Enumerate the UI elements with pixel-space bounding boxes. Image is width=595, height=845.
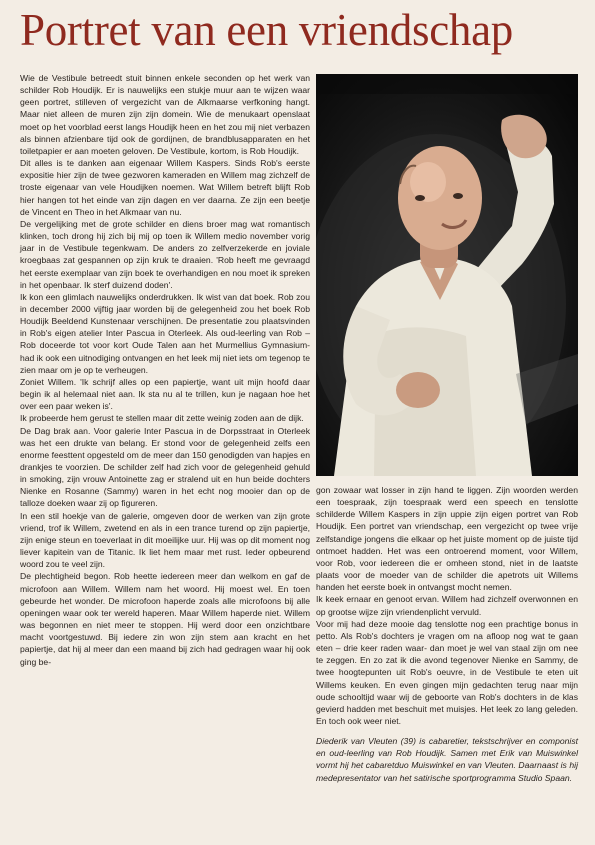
author-bio: Diederik van Vleuten (39) is cabaretier, tekstschrijver en componist en oud-leerling van Rob Houdijk. Samen met Erik van Muiswinkel vormt hij het cabaretduo Muiswinkel en van Vleuten. Daarnaast is hij medepresentator van het satirische sportprogramma Studio Spaan. [316, 736, 578, 783]
article-column-right [316, 484, 578, 784]
paragraph: In een stil hoekje van de galerie, omgeven door de werken van zijn grote vriend, trof ik Willem, zwetend en als in een trance turend op zijn papiertje, zijn enige steun en toeverlaat in dit moeilijke uur. Hij was op dit moment nog liever kapitein van de Titanic. Ik liet hem maar met rust. Ieder opbeurend woord zou te veel zijn. [20, 510, 310, 570]
paragraph: Dit alles is te danken aan eigenaar Willem Kaspers. Sinds Rob's eerste expositie hier zijn de twee gezworen kameraden en Willem mag zichzelf de troste eigenaar van vele Houdijken noemen. Wat Willem betreft blijft Rob hier hangen tot het einde van zijn dagen en ver daarna. Ze zijn een beetje de Vincent en Theo in het Alkmaar van nu. [20, 158, 310, 217]
paragraph: De plechtigheid begon. Rob heette iedereen meer dan welkom en gaf de microfoon aan Willem. Willem nam het woord. Hij moest wel. En toen gebeurde het wonder. De microfoon haperde zoals alle microfoons bij alle openingen waar ook ter wereld haperen. Maar Willem haperde niet. Willem was begonnen en niet meer te stoppen. Hij werd door een onzichtbare macht voortgestuwd. Bij iedere zin won zijn stem aan kracht en het papiertje, dat hij al meer dan een maand bij zich had gedragen waar hij ook ging be- [20, 571, 310, 667]
article-column-left [20, 72, 310, 668]
paragraph: Voor mij had deze mooie dag tenslotte nog een prachtige bonus in petto. Als Rob's dochters je vragen om na afloop nog wat te gaan eten – drie keer raden waar- dan moet je wel van staal zijn om nee te zeggen. En zo zat ik die avond tegenover Nienke en Sammy, de twee hoogtepunten uit Rob's oeuvre, in de Vestibule te eten uit Willems keuken. En even gingen mijn gedachten terug naar mijn oude schooltijd waar wij de geboorte van Rob's dochters in de klas gevierd hadden met beschuit met muisjes. Het leek zo lang geleden. En toch ook weer niet. [316, 618, 578, 726]
paragraph: Ik kon een glimlach nauwelijks onderdrukken. Ik wist van dat boek. Rob zou in december 2000 vijftig jaar worden bij de gelegenheid zou het boek Rob Houdijk Beeldend Kunstenaar verschijnen. De presentatie zou plaatsvinden in Rob's eigen atelier Inter Pascua in Oterleek. Als oud-leerling van Rob – Rob doceerde tot voor kort Oude Talen aan het Murmellius Gymnasium- had ik ook een uitnodiging ontvangen en het leek mij niet iets om tegenop te zien maar om je op te verheugen. [20, 291, 310, 375]
paragraph: De vergelijking met de grote schilder en diens broer mag wat romantisch klinken, toch drong hij zich bij mij op toen ik Willem medio november vorig jaar in de Vestibule tegenkwam. De anders zo zelfverzekerde en joviale kroegbaas zat gespannen op zijn kruk te draaien. 'Rob heeft me gevraagd het eerste exemplaar van zijn boek te overhandigen en nou moet ik spreken in het openbaar. Ik sterf duizend doden'. [20, 218, 310, 290]
portrait-photo [316, 74, 578, 476]
paragraph: Ik probeerde hem gerust te stellen maar dit zette weinig zoden aan de dijk. [20, 413, 304, 424]
paragraph: Zoniet Willem. 'Ik schrijf alles op een papiertje, want uit mijn hoofd daar begin ik al helemaal niet aan. Ik sta nu al te trillen, kun je nagaan hoe het over een paar weken is'. [20, 376, 310, 412]
paragraph: Ik keek ernaar en genoot ervan. Willem had zichzelf overwonnen en op grootse wijze zijn vriendenplicht vervuld. [316, 594, 578, 617]
paragraph: Wie de Vestibule betreedt stuit binnen enkele seconden op het werk van schilder Rob Houdijk. Er is nauwelijks een stukje muur aan te wijzen waar geen portret, stilleven of vergezicht van de Alkmaarse verfkoning hangt. Maar niet alleen de muren zijn zijn domein. Wie de menukaart openslaat moet op het voorblad eerst langs Houdijk heen en het zou mij niet verbazen als binnen afzienbare tijd ook de gordijnen, de brandblusapparaten en het toiletpapier er aan moeten geloven. De Vestibule, kortom, is Rob Houdijk. [20, 73, 310, 156]
article-title: Portret van een vriendschap [20, 5, 513, 55]
paragraph: gon zowaar wat losser in zijn hand te liggen. Zijn woorden werden een toespraak, zijn toespraak werd een speech en tenslotte schilderde Willem Kaspers in zijn uppie zijn eigen portret van Rob Houdijk. Een portret van vriendschap, een vergezicht op twee vrije zelfstandige jongens die elkaar op het juiste moment op de juiste tijd ontmoet hadden. Het was een ontroerend moment, voor Willem, voor Rob, voor iedereen die er omheen stond, niet in de laatste plaats voor de moeder van de schilder die apetrots uit Willems handen het eerste boek in ontvangst mocht nemen. [316, 485, 578, 593]
paragraph: De Dag brak aan. Voor galerie Inter Pascua in de Dorpsstraat in Oterleek was het een drukte van belang. Er stond voor de gelegenheid zelfs een enorme feesttent opgesteld om de meer dan 150 genodigden van hapjes en drankjes te voorzien. De schilder zelf had zich voor de gelegenheid gehuld in smoking, zijn vrouw Antoinette zag er stralend uit en hun beide dochters Nienke en Rosanne (Sammy) waren in het echt nog mooier dan op de talloze doeken waar zij op figureren. [20, 425, 310, 509]
portrait-illustration [316, 74, 578, 476]
